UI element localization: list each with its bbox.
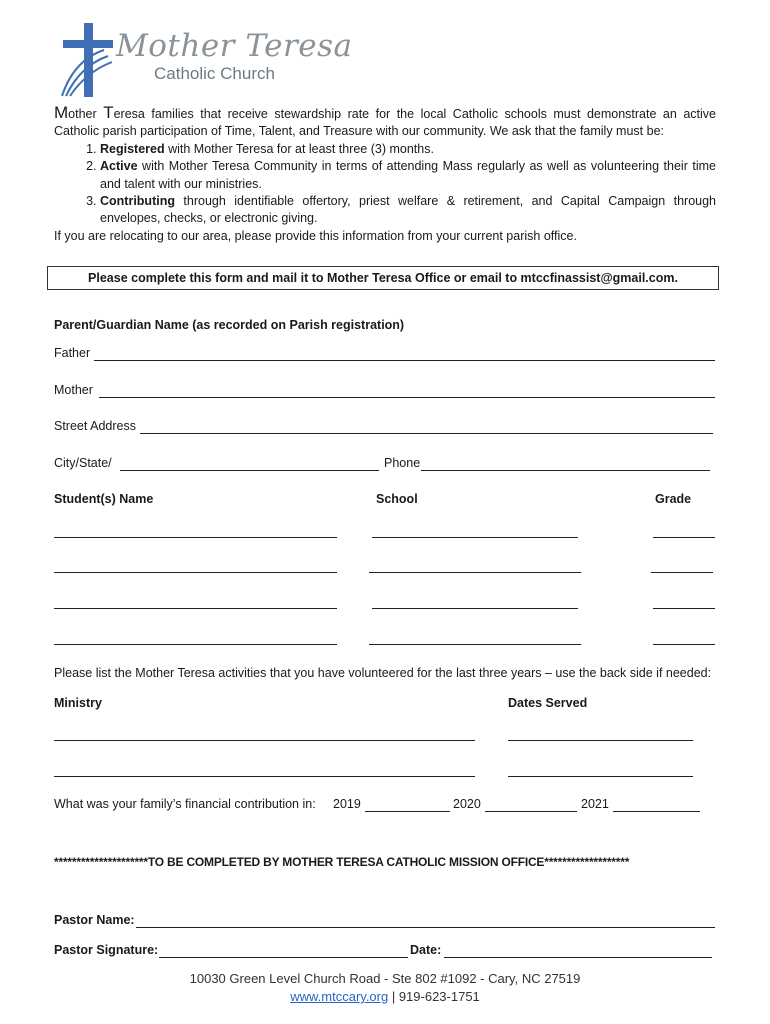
year-2019-label: 2019 xyxy=(333,797,361,811)
dates-served-field[interactable] xyxy=(508,740,693,741)
phone-label: Phone xyxy=(384,456,421,470)
contribution-2020-field[interactable] xyxy=(485,811,577,812)
list-item: 1. Registered with Mother Teresa for at least three (3) months. xyxy=(100,141,716,158)
student-name-field[interactable] xyxy=(54,572,337,573)
intro-text xyxy=(54,103,716,245)
footer-address: 10030 Green Level Church Road - Ste 802 #1092 - Cary, NC 27519 xyxy=(189,971,581,986)
date-label: Date: xyxy=(410,943,442,957)
pastor-signature-label: Pastor Signature: xyxy=(54,943,159,957)
pastor-signature-field[interactable] xyxy=(159,957,408,958)
intro-paragraph: Mother Teresa families that receive stewardship rate for the local Catholic schools must demonstrate an active Catholic parish participation of Time, Talent, and Treasure with our community. We ask that the family must be: xyxy=(54,103,716,139)
school-header: School xyxy=(376,492,418,506)
student-name-field[interactable] xyxy=(54,537,337,538)
grade-field[interactable] xyxy=(653,537,715,538)
grade-field[interactable] xyxy=(653,608,715,609)
school-field[interactable] xyxy=(372,608,578,609)
street-label: Street Address xyxy=(54,419,136,433)
ministry-header: Ministry xyxy=(54,696,102,710)
volunteer-prompt: Please list the Mother Teresa activities that you have volunteered for the last three years – use the back side if needed: xyxy=(54,666,712,680)
footer-contact xyxy=(0,989,770,1004)
mother-label: Mother xyxy=(54,383,93,397)
contribution-2019-field[interactable] xyxy=(365,811,450,812)
student-name-header: Student(s) Name xyxy=(54,492,154,506)
footer-phone: | 919-623-1751 xyxy=(388,989,480,1004)
office-banner: *********************TO BE COMPLETED BY MOTHER TERESA CATHOLIC MISSION OFFICE******************* xyxy=(54,855,630,869)
pastor-name-label: Pastor Name: xyxy=(54,913,135,927)
school-field[interactable] xyxy=(372,537,578,538)
contribution-label: What was your family’s financial contribution in: xyxy=(54,797,316,811)
school-field[interactable] xyxy=(369,572,581,573)
father-label: Father xyxy=(54,346,91,360)
grade-field[interactable] xyxy=(653,644,715,645)
city-field[interactable] xyxy=(120,470,379,471)
date-field[interactable] xyxy=(444,957,712,958)
dates-served-field[interactable] xyxy=(508,776,693,777)
school-field[interactable] xyxy=(369,644,581,645)
ministry-field[interactable] xyxy=(54,740,475,741)
city-label: City/State/ xyxy=(54,456,112,470)
phone-field[interactable] xyxy=(421,470,710,471)
grade-field[interactable] xyxy=(651,572,713,573)
pastor-name-field[interactable] xyxy=(136,927,715,928)
cross-icon xyxy=(60,20,120,100)
website-link[interactable]: www.mtccary.org xyxy=(290,989,389,1004)
grade-header: Grade xyxy=(655,492,692,506)
mail-notice: Please complete this form and mail it to Mother Teresa Office or email to mtccfinassist@gmail.com. xyxy=(47,266,719,290)
contribution-2021-field[interactable] xyxy=(613,811,700,812)
street-field[interactable] xyxy=(140,433,713,434)
parent-heading: Parent/Guardian Name (as recorded on Parish registration) xyxy=(54,318,405,332)
year-2021-label: 2021 xyxy=(581,797,609,811)
requirements-list xyxy=(54,141,716,228)
ministry-field[interactable] xyxy=(54,776,475,777)
father-field[interactable] xyxy=(94,360,715,361)
year-2020-label: 2020 xyxy=(453,797,481,811)
list-item: 2. Active with Mother Teresa Community in terms of attending Mass regularly as well as volunteering their time and talent with our ministries. xyxy=(100,158,716,193)
list-item: 3. Contributing through identifiable offertory, priest welfare & retirement, and Capital Campaign through envelopes, checks, or electronic giving. xyxy=(100,193,716,228)
student-name-field[interactable] xyxy=(54,608,337,609)
mother-field[interactable] xyxy=(99,397,715,398)
student-name-field[interactable] xyxy=(54,644,337,645)
relocating-note: If you are relocating to our area, please provide this information from your current parish office. xyxy=(54,228,577,243)
logo-subtitle: Catholic Church xyxy=(154,64,275,83)
logo-title: Mother Teresa xyxy=(116,28,353,64)
dates-served-header: Dates Served xyxy=(508,696,588,710)
